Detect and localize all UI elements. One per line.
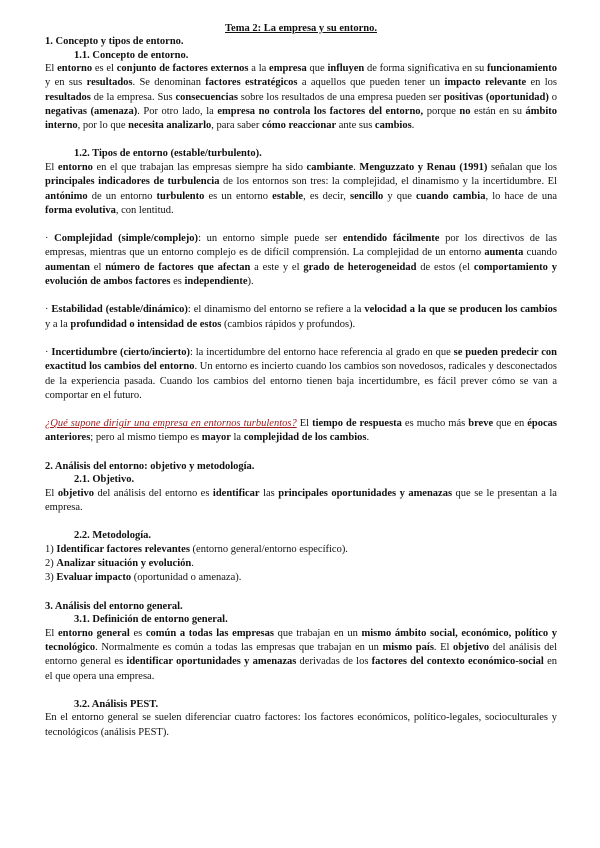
- subsection-2-2-heading: 2.2. Metodología.: [74, 530, 151, 542]
- body-text: El: [45, 161, 58, 173]
- body-text: del análisis del entorno es: [94, 487, 213, 499]
- question-text: ¿Qué supone dirigir una empresa en entornos turbulentos?: [45, 418, 297, 430]
- body-text: El: [45, 63, 58, 74]
- document-page: [45, 22, 557, 740]
- body-text: (cambios rápidos y profundos).: [221, 318, 356, 330]
- emphasis-text: identificar oportunidades y amenazas: [126, 656, 297, 668]
- emphasis-text: influyen: [327, 63, 365, 74]
- body-text: ·: [45, 233, 55, 245]
- emphasis-text: Complejidad (simple/complejo): [54, 233, 199, 245]
- paragraph-objetivo: [45, 487, 557, 516]
- paragraph-complejidad: [45, 232, 557, 289]
- body-text: de estos (el: [416, 261, 474, 273]
- body-text: : un entorno simple puede ser: [198, 233, 343, 245]
- body-text: de la empresa. Sus: [90, 91, 176, 103]
- emphasis-text: complejidad de los cambios: [243, 432, 367, 444]
- body-text: o: [548, 91, 558, 103]
- paragraph-entorno-general: [45, 627, 557, 684]
- body-text: .: [191, 558, 194, 570]
- paragraph-tipos: [45, 161, 557, 218]
- body-text: , con lentitud.: [115, 204, 174, 216]
- body-text: que se le presentan a la empresa.: [45, 487, 557, 514]
- emphasis-text: profundidad o intensidad de estos: [70, 318, 222, 330]
- body-text: de un entorno: [87, 190, 157, 202]
- section-3-heading: 3. Análisis del entorno general.: [45, 600, 183, 612]
- emphasis-text: común a todas las empresas: [145, 627, 274, 639]
- emphasis-text: entorno general: [57, 627, 130, 639]
- paragraph-concepto: [45, 62, 557, 133]
- body-text: y que: [383, 190, 416, 202]
- body-text: (entorno general/entorno específico).: [189, 543, 348, 555]
- emphasis-text: mismo ámbito social, económico, político y tecnológico: [45, 627, 557, 654]
- emphasis-text: entendido fácilmente: [342, 233, 440, 245]
- emphasis-text: ámbito interno: [45, 105, 557, 132]
- emphasis-text: Menguzzato y Renau (1991): [359, 161, 488, 173]
- body-text: es: [170, 276, 185, 288]
- method-step-3: [45, 571, 557, 585]
- body-text: .: [366, 432, 370, 444]
- body-text: cuando: [523, 247, 557, 259]
- body-text: El: [296, 418, 313, 430]
- body-text: En el entorno general se suelen diferenciar cuatro factores: los factores económicos, político-legales, socioculturales y tecnológicos (análisis PEST).: [45, 712, 557, 738]
- body-text: están en su: [470, 105, 526, 117]
- emphasis-text: velocidad a la que se producen los cambios: [364, 304, 558, 316]
- body-text: ·: [45, 304, 52, 316]
- emphasis-text: épocas anteriores: [45, 418, 557, 444]
- paragraph-estabilidad: [45, 303, 557, 332]
- method-step-1: [45, 543, 557, 557]
- body-text: (oportunidad o amenaza).: [131, 572, 242, 584]
- emphasis-text: Estabilidad (estable/dinámico): [51, 304, 188, 316]
- body-text: . Por otro lado, la: [137, 105, 218, 117]
- emphasis-text: breve: [468, 418, 494, 430]
- body-text: señalan que los: [487, 161, 558, 173]
- emphasis-text: funcionamiento: [486, 63, 557, 74]
- emphasis-text: principales oportunidades y amenazas: [278, 487, 453, 499]
- emphasis-text: necesita analizarlo: [128, 120, 212, 132]
- body-text: 2): [45, 558, 57, 570]
- emphasis-text: tiempo de respuesta: [312, 418, 402, 430]
- body-text: a la: [248, 63, 270, 74]
- body-text: las: [259, 487, 279, 499]
- document-title: Tema 2: La empresa y su entorno.: [225, 23, 377, 34]
- emphasis-text: identificar: [212, 487, 260, 499]
- emphasis-text: factores del contexto económico-social: [371, 656, 544, 668]
- body-text: y en sus: [45, 77, 87, 89]
- emphasis-text: grado de heterogeneidad: [303, 261, 417, 273]
- emphasis-text: cambiante: [306, 161, 354, 173]
- paragraph-incertidumbre: [45, 346, 557, 403]
- body-text: a aquellos que pueden tener un: [297, 77, 445, 89]
- emphasis-text: cuando cambia: [415, 190, 486, 202]
- emphasis-text: mayor: [201, 432, 231, 444]
- body-text: ; pero al mismo tiempo es: [90, 432, 202, 444]
- body-text: ).: [247, 276, 254, 288]
- paragraph-pest: [45, 711, 557, 740]
- emphasis-text: resultados: [45, 91, 91, 103]
- body-text: . Se denominan: [132, 77, 206, 89]
- emphasis-text: objetivo: [57, 487, 94, 499]
- body-text: : el dinamismo del entorno se refiere a la: [187, 304, 365, 316]
- body-text: . El: [433, 642, 453, 654]
- body-text: sobre los resultados de una empresa pueden ser: [237, 91, 444, 103]
- body-text: El: [45, 627, 58, 639]
- body-text: que: [306, 63, 328, 74]
- emphasis-text: comportamiento y evolución de ambos factores: [45, 261, 558, 288]
- emphasis-text: negativas (amenaza): [45, 105, 138, 117]
- method-step-2: [45, 557, 557, 571]
- emphasis-text: no: [459, 105, 471, 117]
- emphasis-text: Analizar situación y evolución: [56, 558, 192, 570]
- body-text: ·: [45, 346, 52, 358]
- emphasis-text: aumenta: [484, 247, 524, 259]
- emphasis-text: forma evolutiva: [45, 204, 116, 216]
- body-text: es mucho más: [401, 418, 469, 430]
- body-text: porque: [423, 105, 460, 117]
- body-text: . Un entorno es incierto cuando los cambios son novedosos, radicales y desconectados de la experiencia pasada. Cuando los cambios del entorno tienen baja incertidumbre, es fácil prever cómo se van a comportar en el futuro.: [45, 361, 557, 401]
- emphasis-text: mismo país: [382, 642, 434, 654]
- emphasis-text: factores estratégicos: [205, 77, 298, 89]
- body-text: por los directivos de las empresas, mientras que un entorno complejo es de difícil comprensión. La complejidad de un entorno: [45, 233, 557, 259]
- body-text: que en: [493, 418, 528, 430]
- body-text: en el que trabajan las empresas siempre ha sido: [92, 161, 307, 173]
- body-text: de los entornos son tres: la complejidad, el dinamismo y la incertidumbre. El: [219, 176, 557, 188]
- emphasis-text: número de factores que afectan: [105, 261, 251, 273]
- section-2-heading: 2. Análisis del entorno: objetivo y metodología.: [45, 460, 255, 472]
- body-text: es un entorno: [204, 190, 273, 202]
- body-text: . Normalmente es común a todas las empresas que trabajan en un: [95, 642, 383, 654]
- emphasis-text: turbulento: [156, 190, 205, 202]
- emphasis-text: aumentan: [45, 261, 90, 273]
- subsection-2-1-heading: 2.1. Objetivo.: [74, 474, 135, 486]
- emphasis-text: resultados: [86, 77, 133, 89]
- subsection-1-2-heading: 1.2. Tipos de entorno (estable/turbulento).: [74, 148, 262, 160]
- body-text: 3): [45, 572, 57, 584]
- body-text: es: [129, 627, 146, 639]
- body-text: el: [89, 261, 106, 273]
- emphasis-text: Identificar factores relevantes: [56, 543, 190, 555]
- body-text: .: [353, 161, 360, 173]
- emphasis-text: Incertidumbre (cierto/incierto): [51, 346, 190, 358]
- body-text: .: [411, 120, 415, 132]
- body-text: derivadas de los: [296, 656, 372, 668]
- body-text: , por lo que: [77, 120, 129, 132]
- body-text: y a la: [45, 318, 71, 330]
- emphasis-text: positivas (oportunidad): [443, 91, 549, 103]
- body-text: , es decir,: [303, 190, 350, 202]
- paragraph-turbulentos: [45, 417, 557, 446]
- emphasis-text: consecuencias: [175, 91, 238, 103]
- body-text: en el que opera una empresa.: [45, 656, 557, 682]
- body-text: en los: [526, 77, 557, 89]
- body-text: , lo hace de una: [485, 190, 557, 202]
- emphasis-text: estable: [272, 190, 304, 202]
- body-text: 1): [45, 543, 57, 555]
- body-text: a este y el: [250, 261, 304, 273]
- body-text: del análisis del entorno general es: [45, 642, 557, 668]
- emphasis-text: cómo reaccionar: [261, 120, 337, 132]
- body-text: : la incertidumbre del entorno hace referencia al grado en que: [189, 346, 454, 358]
- emphasis-text: impacto relevante: [444, 77, 527, 89]
- emphasis-text: antónimo: [45, 190, 88, 202]
- emphasis-text: independiente: [184, 276, 248, 288]
- emphasis-text: empresa no controla los factores del entorno,: [217, 105, 424, 117]
- emphasis-text: entorno: [57, 63, 93, 74]
- emphasis-text: se pueden predecir con exactitud los cambios del entorno: [45, 346, 558, 373]
- subsection-1-1-heading: 1.1. Concepto de entorno.: [74, 49, 189, 61]
- emphasis-text: objetivo: [452, 642, 490, 654]
- section-1-heading: 1. Concepto y tipos de entorno.: [45, 36, 184, 47]
- subsection-3-2-heading: 3.2. Análisis PEST.: [74, 698, 159, 710]
- body-text: que trabajan en un: [273, 627, 362, 639]
- body-text: la: [230, 432, 244, 444]
- emphasis-text: Evaluar impacto: [56, 572, 132, 584]
- body-text: es el: [92, 63, 117, 74]
- subsection-3-1-heading: 3.1. Definición de entorno general.: [74, 614, 228, 626]
- emphasis-text: cambios: [374, 120, 412, 132]
- emphasis-text: conjunto de factores externos: [116, 63, 249, 74]
- body-text: de forma significativa en su: [364, 63, 487, 74]
- body-text: El: [45, 487, 58, 499]
- body-text: , para saber: [211, 120, 262, 132]
- body-text: ante sus: [336, 120, 375, 132]
- emphasis-text: entorno: [57, 161, 93, 173]
- emphasis-text: empresa: [269, 63, 307, 74]
- emphasis-text: principales indicadores de turbulencia: [45, 176, 220, 188]
- emphasis-text: sencillo: [349, 190, 384, 202]
